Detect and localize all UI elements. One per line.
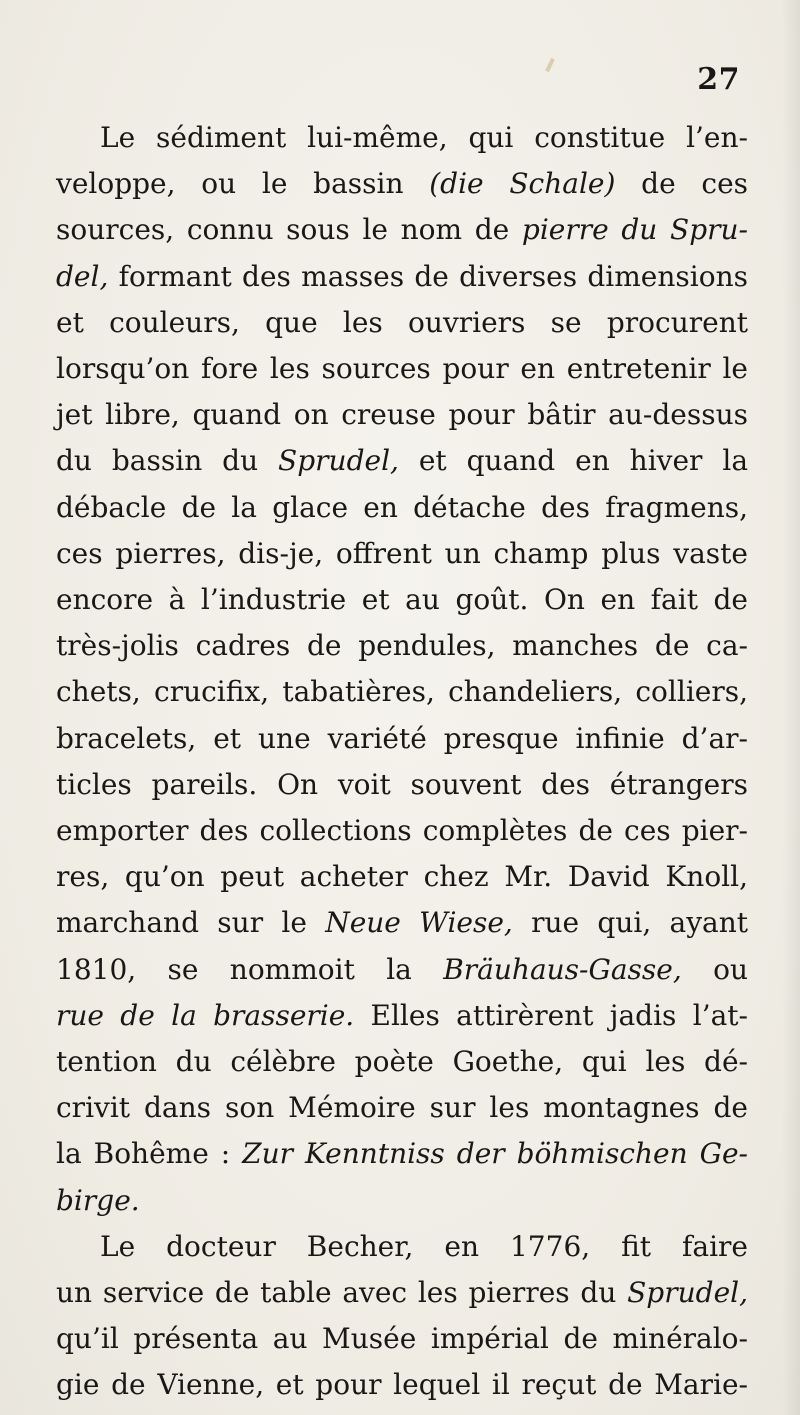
text-line <box>56 1273 748 1313</box>
text-line: res, qu’on peut acheter chez Mr. David Knoll, <box>56 860 748 894</box>
text-line <box>56 441 748 481</box>
german-term: (die Schale) <box>429 167 616 201</box>
emphasis-text: Sprudel, <box>278 444 399 478</box>
text-line: qu’il présenta au Musée impérial de minéralo- <box>56 1322 748 1356</box>
text-line <box>56 996 748 1036</box>
text-span: marchand sur le <box>56 906 307 940</box>
text-line: et couleurs, que les ouvriers se procurent <box>56 305 748 339</box>
text-line <box>56 1134 748 1174</box>
text-line: crivit dans son Mémoire sur les montagnes de <box>56 1091 748 1125</box>
text-span: et quand en hiver la <box>418 444 749 478</box>
emphasis-text: Sprudel, <box>627 1276 748 1309</box>
text-span: sources, connu sous le nom de <box>56 213 510 247</box>
text-line <box>56 164 748 204</box>
text-line <box>56 257 748 297</box>
text-span: un service de table avec les pierres du <box>56 1276 617 1309</box>
text-line <box>56 210 748 250</box>
text-line: ticles pareils. On voit souvent des étrangers <box>56 767 748 801</box>
street-name: Bräuhaus-Gasse, <box>443 952 682 986</box>
text-span: ou <box>713 952 749 986</box>
page-number: 27 <box>697 62 740 97</box>
text-line: gie de Vienne, et pour lequel il reçut de Marie- <box>56 1368 748 1402</box>
text-span: rue qui, ayant <box>531 906 749 940</box>
text-line: emporter des collections complètes de ces pier- <box>56 814 748 847</box>
text-line: Le sédiment lui-même, qui constitue l’en- <box>100 121 748 154</box>
book-title: Zur Kenntniss der böhmischen Ge- <box>242 1137 748 1171</box>
page-edge-shadow <box>782 0 800 1415</box>
text-line: Le docteur Becher, en 1776, fit faire <box>100 1229 748 1263</box>
text-line: bracelets, et une variété presque infinie d’ar- <box>56 721 748 755</box>
text-line: jet libre, quand on creuse pour bâtir au-dessus <box>56 398 748 432</box>
text-line <box>56 950 748 990</box>
text-line <box>56 1181 748 1221</box>
text-line: ces pierres, dis-je, offrent un champ plus vaste <box>56 536 748 570</box>
text-span: du bassin du <box>56 444 259 478</box>
emphasis-text: del, <box>56 259 109 293</box>
text-span: formant des masses de diverses dimensions <box>118 259 748 293</box>
text-line: encore à l’industrie et au goût. On en fait de <box>56 583 748 616</box>
text-span: 1810, se nommoit la <box>56 952 412 986</box>
text-span: la Bohême : <box>56 1137 231 1171</box>
emphasis-text: rue de la brasserie. <box>56 998 355 1032</box>
emphasis-text: pierre du Spru- <box>521 213 748 247</box>
text-line: lorsqu’on fore les sources pour en entretenir le <box>56 352 748 385</box>
street-name: Neue Wiese, <box>325 906 513 940</box>
text-line: très-jolis cadres de pendules, manches de ca- <box>56 629 748 663</box>
text-span: de ces <box>641 167 749 201</box>
text-line: tention du célèbre poète Goethe, qui les dé- <box>56 1045 748 1078</box>
text-line: débacle de la glace en détache des fragmens, <box>56 490 748 524</box>
book-title: birge. <box>56 1183 140 1217</box>
text-span: Elles attirèrent jadis l’at- <box>370 998 748 1032</box>
text-span: veloppe, ou le bassin <box>56 167 404 201</box>
text-line <box>56 903 748 943</box>
text-line: chets, crucifix, tabatières, chandeliers, colliers, <box>56 675 748 709</box>
